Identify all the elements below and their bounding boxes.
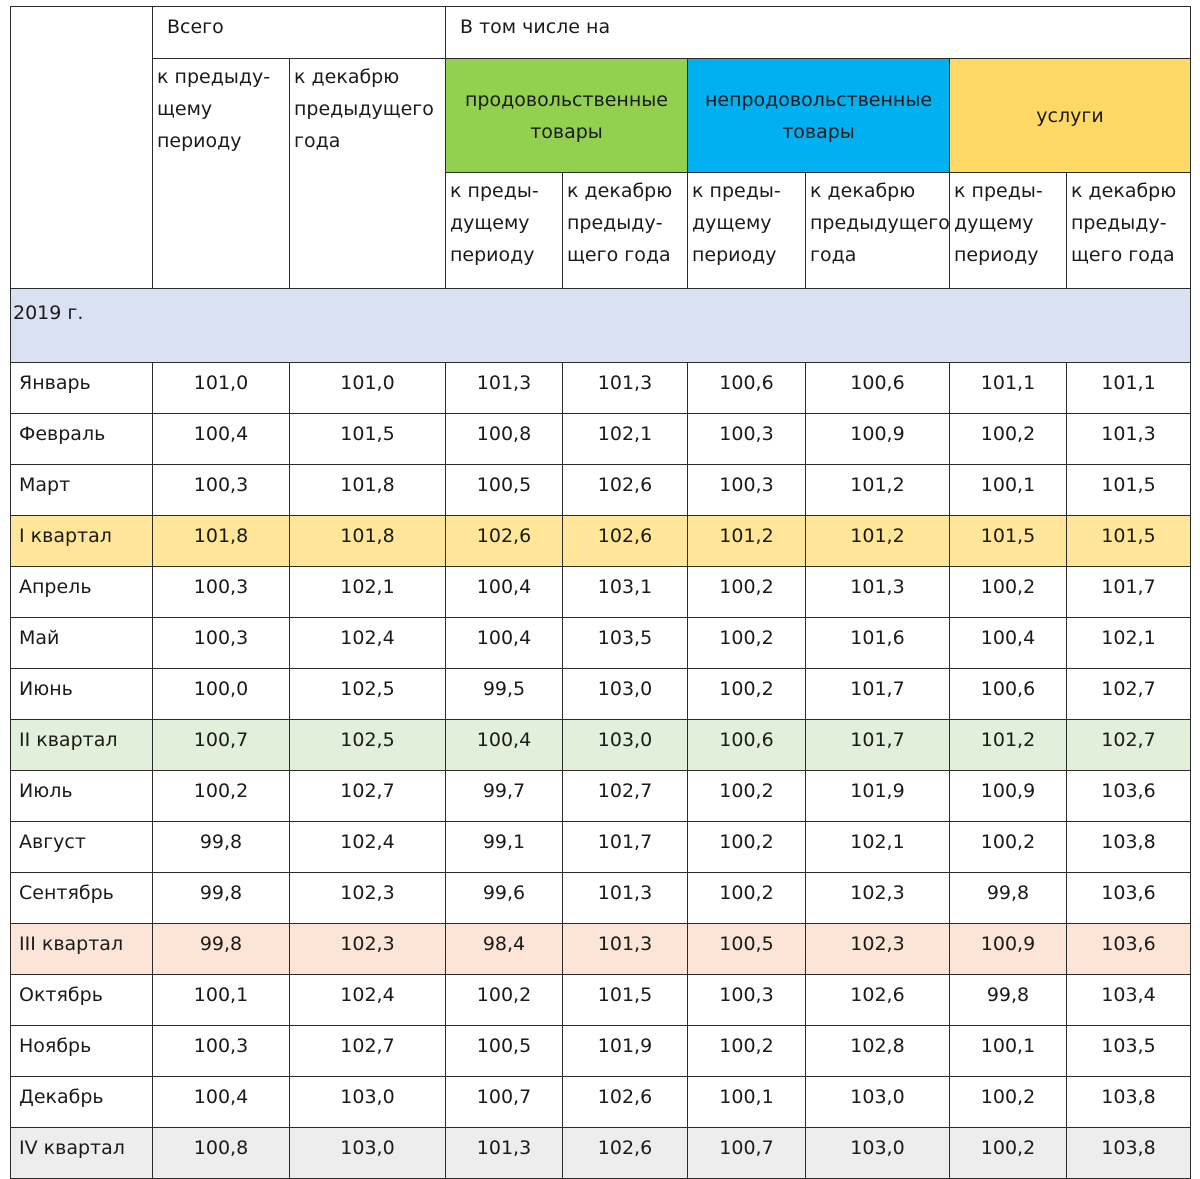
table-cell: 100,2 bbox=[688, 1026, 806, 1077]
row-label: Июль bbox=[11, 771, 153, 822]
table-cell: 100,3 bbox=[688, 414, 806, 465]
table-cell: 102,1 bbox=[290, 567, 446, 618]
table-cell: 102,8 bbox=[806, 1026, 950, 1077]
table-cell: 101,9 bbox=[806, 771, 950, 822]
header-including: В том числе на bbox=[446, 7, 1191, 59]
table-cell: 100,6 bbox=[688, 720, 806, 771]
table-cell: 103,4 bbox=[1067, 975, 1191, 1026]
table-cell: 101,7 bbox=[563, 822, 688, 873]
table-cell: 102,6 bbox=[806, 975, 950, 1026]
table-row bbox=[11, 1077, 1191, 1128]
table-cell: 101,1 bbox=[950, 363, 1067, 414]
table-row bbox=[11, 771, 1191, 822]
header-total: Всего bbox=[153, 7, 446, 59]
table-cell: 101,3 bbox=[563, 363, 688, 414]
table-cell: 99,8 bbox=[153, 924, 290, 975]
table-cell: 100,3 bbox=[153, 465, 290, 516]
table-cell: 99,5 bbox=[446, 669, 563, 720]
table-cell: 100,2 bbox=[688, 618, 806, 669]
table-cell: 101,2 bbox=[806, 516, 950, 567]
table-cell: 102,3 bbox=[806, 924, 950, 975]
year-label: 2019 г. bbox=[11, 289, 1191, 363]
table-row bbox=[11, 669, 1191, 720]
table-cell: 99,8 bbox=[153, 822, 290, 873]
table-cell: 102,1 bbox=[563, 414, 688, 465]
table-cell: 101,5 bbox=[1067, 465, 1191, 516]
table-cell: 102,6 bbox=[563, 516, 688, 567]
table-cell: 101,3 bbox=[563, 924, 688, 975]
table-row bbox=[11, 465, 1191, 516]
table-cell: 100,1 bbox=[688, 1077, 806, 1128]
table-cell: 100,2 bbox=[950, 1077, 1067, 1128]
table-cell: 101,0 bbox=[290, 363, 446, 414]
table-cell: 102,5 bbox=[290, 669, 446, 720]
table-cell: 102,1 bbox=[1067, 618, 1191, 669]
table-cell: 99,8 bbox=[153, 873, 290, 924]
table-cell: 99,6 bbox=[446, 873, 563, 924]
row-label: Февраль bbox=[11, 414, 153, 465]
table-cell: 100,3 bbox=[153, 618, 290, 669]
table-cell: 100,2 bbox=[950, 567, 1067, 618]
table-cell: 101,8 bbox=[153, 516, 290, 567]
table-cell: 103,5 bbox=[563, 618, 688, 669]
table-cell: 100,1 bbox=[950, 465, 1067, 516]
header-row-2 bbox=[11, 59, 1191, 173]
table-cell: 102,6 bbox=[563, 1128, 688, 1179]
table-cell: 100,2 bbox=[688, 771, 806, 822]
table-row bbox=[11, 873, 1191, 924]
table-cell: 101,8 bbox=[290, 465, 446, 516]
table-cell: 100,4 bbox=[950, 618, 1067, 669]
table-cell: 102,7 bbox=[1067, 669, 1191, 720]
table-row bbox=[11, 567, 1191, 618]
table-cell: 102,6 bbox=[563, 465, 688, 516]
table-cell: 101,2 bbox=[806, 465, 950, 516]
table-cell: 100,4 bbox=[153, 1077, 290, 1128]
table-cell: 100,0 bbox=[153, 669, 290, 720]
table-cell: 101,9 bbox=[563, 1026, 688, 1077]
row-label: Апрель bbox=[11, 567, 153, 618]
table-cell: 103,0 bbox=[290, 1128, 446, 1179]
row-label: III квартал bbox=[11, 924, 153, 975]
table-cell: 103,1 bbox=[563, 567, 688, 618]
table-cell: 101,5 bbox=[1067, 516, 1191, 567]
table-cell: 101,3 bbox=[446, 363, 563, 414]
row-label: Октябрь bbox=[11, 975, 153, 1026]
table-cell: 101,7 bbox=[806, 720, 950, 771]
table-cell: 102,3 bbox=[806, 873, 950, 924]
table-cell: 102,5 bbox=[290, 720, 446, 771]
table-cell: 103,8 bbox=[1067, 1077, 1191, 1128]
table-cell: 101,1 bbox=[1067, 363, 1191, 414]
table-cell: 102,7 bbox=[1067, 720, 1191, 771]
header-nonfood-to-dec: к декабрю предыдущего года bbox=[806, 173, 950, 289]
table-cell: 100,9 bbox=[950, 771, 1067, 822]
quarter-row bbox=[11, 516, 1191, 567]
header-total-to-dec: к декабрю предыдущего года bbox=[290, 59, 446, 289]
table-cell: 100,7 bbox=[446, 1077, 563, 1128]
table-cell: 102,1 bbox=[806, 822, 950, 873]
quarter-row bbox=[11, 1128, 1191, 1179]
table-row bbox=[11, 618, 1191, 669]
table-cell: 100,1 bbox=[950, 1026, 1067, 1077]
table-cell: 102,6 bbox=[563, 1077, 688, 1128]
row-label: Март bbox=[11, 465, 153, 516]
header-row-1 bbox=[11, 7, 1191, 59]
header-services: услуги bbox=[950, 59, 1191, 173]
quarter-row bbox=[11, 924, 1191, 975]
table-row bbox=[11, 363, 1191, 414]
row-label: II квартал bbox=[11, 720, 153, 771]
table-cell: 101,3 bbox=[446, 1128, 563, 1179]
table-cell: 99,8 bbox=[950, 873, 1067, 924]
table-cell: 100,2 bbox=[950, 414, 1067, 465]
table-cell: 103,6 bbox=[1067, 924, 1191, 975]
table-cell: 100,8 bbox=[153, 1128, 290, 1179]
table-cell: 103,0 bbox=[563, 720, 688, 771]
table-cell: 100,2 bbox=[446, 975, 563, 1026]
row-label: Июнь bbox=[11, 669, 153, 720]
table-cell: 101,0 bbox=[153, 363, 290, 414]
table-cell: 100,1 bbox=[153, 975, 290, 1026]
table-cell: 101,2 bbox=[950, 720, 1067, 771]
table-cell: 100,4 bbox=[153, 414, 290, 465]
table-cell: 100,2 bbox=[153, 771, 290, 822]
table-cell: 102,3 bbox=[290, 924, 446, 975]
table-cell: 101,3 bbox=[1067, 414, 1191, 465]
row-label: IV квартал bbox=[11, 1128, 153, 1179]
header-total-to-prev: к предыду- щему периоду bbox=[153, 59, 290, 289]
table-cell: 101,7 bbox=[1067, 567, 1191, 618]
table-cell: 100,8 bbox=[446, 414, 563, 465]
table-cell: 100,9 bbox=[950, 924, 1067, 975]
header-food-to-prev: к преды- дущему периоду bbox=[446, 173, 563, 289]
table-cell: 101,6 bbox=[806, 618, 950, 669]
cpi-table bbox=[10, 6, 1191, 1179]
table-cell: 102,4 bbox=[290, 618, 446, 669]
table-cell: 103,0 bbox=[806, 1128, 950, 1179]
header-nonfood: непродовольственные товары bbox=[688, 59, 950, 173]
table-cell: 100,3 bbox=[153, 567, 290, 618]
table-cell: 100,5 bbox=[446, 465, 563, 516]
table-cell: 100,4 bbox=[446, 720, 563, 771]
table-cell: 103,0 bbox=[290, 1077, 446, 1128]
table-row bbox=[11, 1026, 1191, 1077]
table-cell: 100,6 bbox=[688, 363, 806, 414]
table-cell: 102,7 bbox=[290, 771, 446, 822]
table-cell: 103,8 bbox=[1067, 822, 1191, 873]
table-cell: 103,0 bbox=[563, 669, 688, 720]
table-cell: 100,6 bbox=[806, 363, 950, 414]
table-row bbox=[11, 822, 1191, 873]
table-cell: 100,3 bbox=[688, 465, 806, 516]
header-nonfood-to-prev: к преды- дущему периоду bbox=[688, 173, 806, 289]
header-food-to-dec: к декабрю предыду- щего года bbox=[563, 173, 688, 289]
corner-cell bbox=[11, 7, 153, 289]
table-cell: 103,6 bbox=[1067, 873, 1191, 924]
table-cell: 99,8 bbox=[950, 975, 1067, 1026]
table-cell: 100,2 bbox=[688, 822, 806, 873]
table-cell: 102,4 bbox=[290, 822, 446, 873]
table-cell: 99,1 bbox=[446, 822, 563, 873]
year-row bbox=[11, 289, 1191, 363]
table-cell: 102,4 bbox=[290, 975, 446, 1026]
table-cell: 100,2 bbox=[688, 873, 806, 924]
quarter-row bbox=[11, 720, 1191, 771]
table-row bbox=[11, 414, 1191, 465]
row-label: Август bbox=[11, 822, 153, 873]
row-label: I квартал bbox=[11, 516, 153, 567]
header-food: продовольственные товары bbox=[446, 59, 688, 173]
row-label: Май bbox=[11, 618, 153, 669]
row-label: Сентябрь bbox=[11, 873, 153, 924]
row-label: Январь bbox=[11, 363, 153, 414]
table-cell: 103,8 bbox=[1067, 1128, 1191, 1179]
table-cell: 102,7 bbox=[290, 1026, 446, 1077]
table-cell: 100,2 bbox=[688, 567, 806, 618]
table-cell: 101,5 bbox=[563, 975, 688, 1026]
table-cell: 103,5 bbox=[1067, 1026, 1191, 1077]
table-cell: 101,3 bbox=[806, 567, 950, 618]
table-cell: 101,5 bbox=[290, 414, 446, 465]
table-cell: 101,7 bbox=[806, 669, 950, 720]
table-cell: 100,2 bbox=[688, 669, 806, 720]
header-services-to-dec: к декабрю предыду- щего года bbox=[1067, 173, 1191, 289]
table-cell: 100,6 bbox=[950, 669, 1067, 720]
table-cell: 102,3 bbox=[290, 873, 446, 924]
table-cell: 100,4 bbox=[446, 618, 563, 669]
table-cell: 102,7 bbox=[563, 771, 688, 822]
table-cell: 103,0 bbox=[806, 1077, 950, 1128]
table-cell: 100,9 bbox=[806, 414, 950, 465]
table-cell: 101,2 bbox=[688, 516, 806, 567]
table-cell: 100,2 bbox=[950, 1128, 1067, 1179]
table-cell: 99,7 bbox=[446, 771, 563, 822]
table-cell: 101,5 bbox=[950, 516, 1067, 567]
table-cell: 100,5 bbox=[446, 1026, 563, 1077]
table-cell: 103,6 bbox=[1067, 771, 1191, 822]
table-cell: 100,5 bbox=[688, 924, 806, 975]
table-cell: 100,7 bbox=[153, 720, 290, 771]
table-cell: 101,8 bbox=[290, 516, 446, 567]
table-cell: 100,2 bbox=[950, 822, 1067, 873]
table-cell: 102,6 bbox=[446, 516, 563, 567]
table-cell: 101,3 bbox=[563, 873, 688, 924]
row-label: Ноябрь bbox=[11, 1026, 153, 1077]
table-cell: 100,3 bbox=[688, 975, 806, 1026]
header-services-to-prev: к преды- дущему периоду bbox=[950, 173, 1067, 289]
table-cell: 100,3 bbox=[153, 1026, 290, 1077]
table-cell: 100,4 bbox=[446, 567, 563, 618]
table-row bbox=[11, 975, 1191, 1026]
row-label: Декабрь bbox=[11, 1077, 153, 1128]
table-cell: 98,4 bbox=[446, 924, 563, 975]
table-cell: 100,7 bbox=[688, 1128, 806, 1179]
